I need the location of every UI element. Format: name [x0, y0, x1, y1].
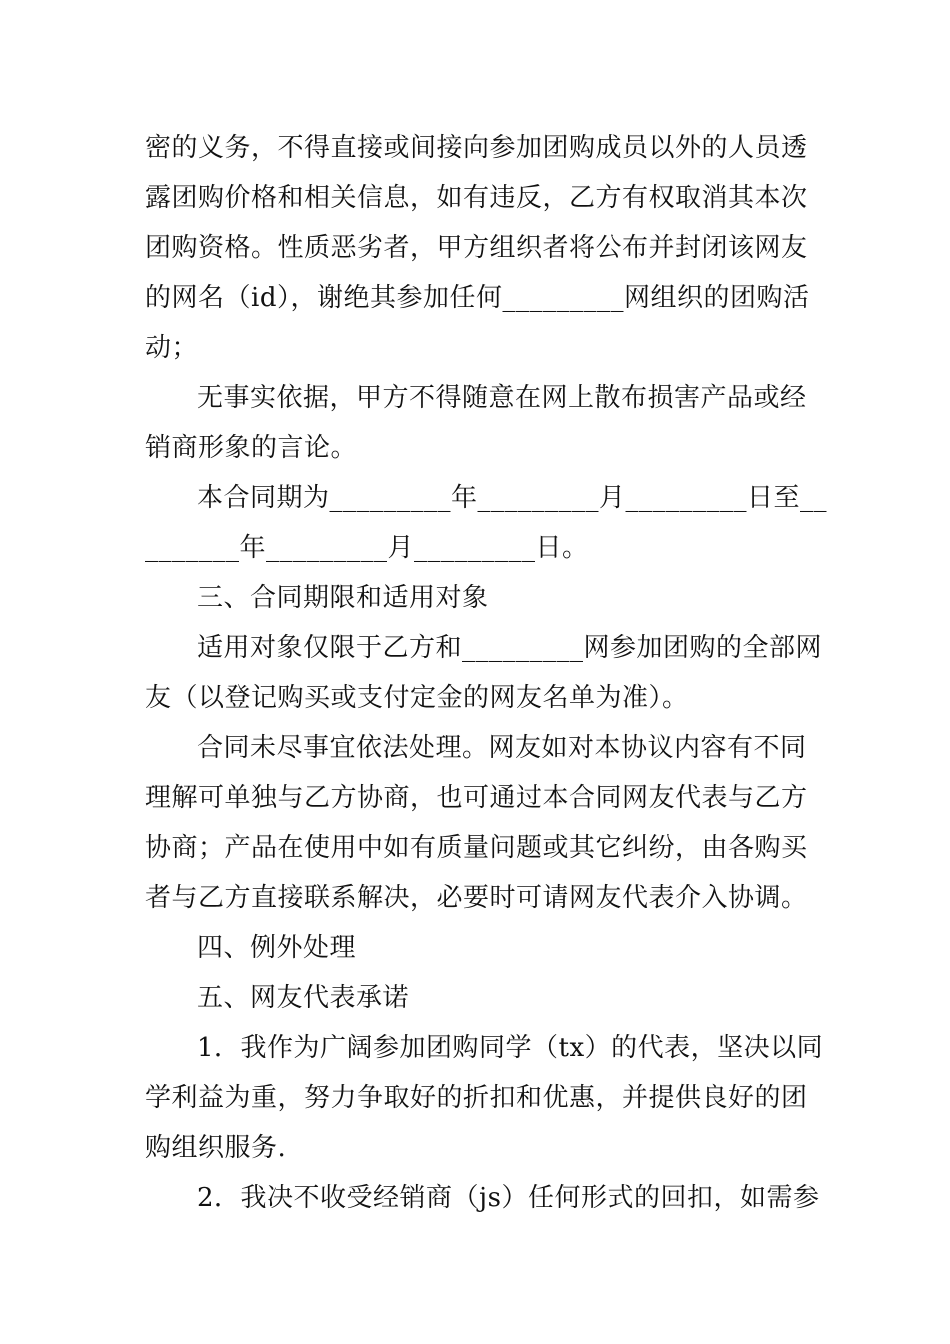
text-line: 理解可单独与乙方协商，也可通过本合同网友代表与乙方 — [145, 783, 808, 813]
text-line: 协商；产品在使用中如有质量问题或其它纠纷，由各购买 — [145, 833, 808, 863]
text-line: 销商形象的言论。 — [145, 433, 358, 463]
text-line: 露团购价格和相关信息，如有违反，乙方有权取消其本次 — [145, 183, 808, 213]
section-heading: 五、网友代表承诺 — [197, 983, 410, 1013]
text-line: 学利益为重，努力争取好的折扣和优惠，并提供良好的团 — [145, 1083, 808, 1113]
text-line: 友（以登记购买或支付定金的网友名单为准）。 — [145, 683, 689, 713]
text-line: 团购资格。性质恶劣者，甲方组织者将公布并封闭该网友 — [145, 233, 808, 263]
text-line: 适用对象仅限于乙方和_________网参加团购的全部网 — [197, 633, 823, 663]
contract-period-line: 本合同期为_________年_________月_________日至__ — [197, 483, 828, 513]
text-line: 无事实依据，甲方不得随意在网上散布损害产品或经 — [197, 383, 807, 413]
text-line: 密的义务，不得直接或间接向参加团购成员以外的人员透 — [145, 133, 808, 163]
text-line: 者与乙方直接联系解决，必要时可请网友代表介入协调。 — [145, 883, 808, 913]
list-item: 1．我作为广阔参加团购同学（tx）的代表，坚决以同 — [197, 1033, 824, 1063]
section-heading: 四、例外处理 — [197, 933, 357, 963]
contract-period-line: _______年_________月_________日。 — [145, 533, 589, 563]
text-line: 合同未尽事宜依法处理。网友如对本协议内容有不同 — [197, 733, 807, 763]
section-heading: 三、合同期限和适用对象 — [197, 583, 489, 613]
list-item: 2．我决不收受经销商（js）任何形式的回扣，如需参 — [197, 1183, 820, 1213]
text-line: 动； — [145, 333, 199, 363]
text-line: 购组织服务. — [145, 1133, 287, 1163]
text-line: 的网名（id），谢绝其参加任何_________网组织的团购活 — [145, 283, 810, 313]
